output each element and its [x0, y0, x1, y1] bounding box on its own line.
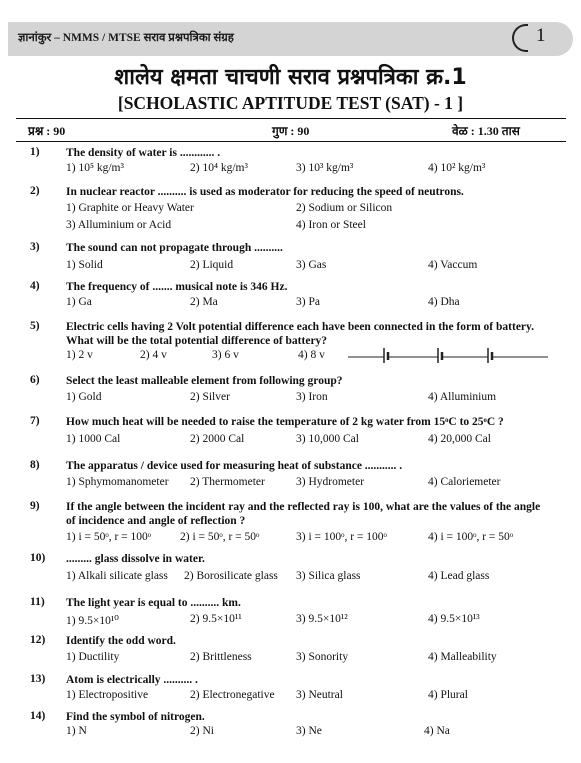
question-text: Find the symbol of nitrogen.	[66, 711, 205, 723]
option-3: 3) 6 v	[212, 349, 239, 361]
question-number: 4)	[30, 280, 40, 292]
option-1: 1) Solid	[66, 259, 103, 271]
option-1: 1) Gold	[66, 391, 102, 403]
question-text: The light year is equal to .......... km.	[66, 597, 241, 609]
option-1: 1) Sphymomanometer	[66, 476, 169, 488]
option-2: 2) Ni	[190, 725, 214, 737]
option-4: 4) Vaccum	[428, 259, 478, 271]
question-number: 10)	[30, 552, 46, 564]
option-4: 4) Na	[424, 725, 450, 737]
option-2: 2) Sodium or Silicon	[296, 202, 393, 214]
option-2: 2) Electronegative	[190, 689, 275, 701]
marks-count: गुण : 90	[272, 124, 310, 138]
option-3: 3) Sonority	[296, 651, 349, 663]
header-title: ज्ञानांकुर – NMMS / MTSE सराव प्रश्नपत्रिका संग्रह	[18, 32, 234, 44]
page-number: 1	[536, 25, 546, 46]
option-2: 2) Borosilicate glass	[184, 570, 278, 582]
option-3: 3) 10³ kg/m³	[296, 162, 354, 174]
question-text: If the angle between the incident ray and the reflected ray is 100, what are the values of the angle	[66, 501, 541, 513]
question-number: 11)	[30, 596, 45, 608]
option-3: 3) Silica glass	[296, 570, 361, 582]
paper-title-english: [SCHOLASTIC APTITUDE TEST (SAT) - 1 ]	[117, 93, 464, 113]
option-4: 4) Iron or Steel	[296, 219, 366, 231]
option-4: 4) 9.5×10¹³	[428, 613, 480, 625]
question-number: 13)	[30, 673, 46, 685]
option-3: 3) Hydrometer	[296, 476, 365, 488]
question-text: The sound can not propagate through ..........	[66, 242, 283, 254]
question-text: The frequency of ....... musical note is 346 Hz.	[66, 281, 288, 293]
question-number: 2)	[30, 185, 40, 197]
option-1: 1) Electropositive	[66, 689, 149, 701]
question-number: 12)	[30, 634, 46, 646]
question-number: 6)	[30, 374, 40, 386]
option-4: 4) Alluminium	[428, 391, 497, 403]
option-4: 4) 20,000 Cal	[428, 433, 491, 445]
option-2: 2) 2000 Cal	[190, 433, 245, 445]
question-text: How much heat will be needed to raise the temperature of 2 kg water from 15ᵒC to 25ᵒC ?	[66, 416, 504, 428]
question-number: 3)	[30, 241, 40, 253]
option-1: 1) 9.5×10¹⁰	[66, 615, 119, 627]
option-2: 2) 9.5×10¹¹	[190, 613, 242, 625]
option-3: 3) Gas	[296, 259, 327, 271]
time-allowed: वेळ : 1.30 तास	[452, 124, 520, 138]
question-number: 14)	[30, 710, 46, 722]
option-4: 4) 8 v	[298, 349, 325, 361]
battery-diagram-icon	[348, 345, 548, 363]
option-4: 4) 10² kg/m³	[428, 162, 486, 174]
option-4: 4) Malleability	[428, 651, 497, 663]
option-2: 2) i = 50ᵒ, r = 50ᵒ	[180, 531, 260, 543]
option-2: 2) 10⁴ kg/m³	[190, 162, 248, 174]
question-number: 5)	[30, 320, 40, 332]
question-number: 1)	[30, 146, 40, 158]
option-2: 2) Thermometer	[190, 476, 265, 488]
option-1: 1) Graphite or Heavy Water	[66, 202, 194, 214]
option-1: 1) Ductility	[66, 651, 120, 663]
questions-count: प्रश्न : 90	[28, 124, 66, 138]
option-2: 2) Silver	[190, 391, 230, 403]
option-3: 3) i = 100ᵒ, r = 100ᵒ	[296, 531, 387, 543]
option-3: 3) 10,000 Cal	[296, 433, 359, 445]
question-text: In nuclear reactor .......... is used as moderator for reducing the speed of neutrons.	[66, 186, 464, 198]
option-3: 3) Pa	[296, 296, 320, 308]
divider-bottom	[16, 141, 566, 142]
question-text: The density of water is ............ .	[66, 147, 221, 159]
option-3: 3) 9.5×10¹²	[296, 613, 348, 625]
divider-top	[16, 118, 566, 119]
option-4: 4) Plural	[428, 689, 468, 701]
option-1: 1) 10⁵ kg/m³	[66, 162, 124, 174]
question-text: The apparatus / device used for measuring heat of substance ........... .	[66, 460, 403, 472]
option-4: 4) Dha	[428, 296, 460, 308]
option-2: 2) Liquid	[190, 259, 234, 271]
option-2: 2) 4 v	[140, 349, 167, 361]
option-3: 3) Ne	[296, 725, 322, 737]
question-text: Identify the odd word.	[66, 635, 176, 647]
paper-title-marathi: शालेय क्षमता चाचणी सराव प्रश्नपत्रिका क्र.1	[114, 65, 467, 90]
question-text: Atom is electrically .......... .	[66, 674, 198, 686]
option-4: 4) i = 100ᵒ, r = 50ᵒ	[428, 531, 514, 543]
question-number: 9)	[30, 500, 40, 512]
option-4: 4) Caloriemeter	[428, 476, 501, 488]
option-1: 1) i = 50ᵒ, r = 100ᵒ	[66, 531, 152, 543]
question-text: Select the least malleable element from following group?	[66, 375, 343, 387]
option-1: 1) 2 v	[66, 349, 93, 361]
option-2: 2) Brittleness	[190, 651, 252, 663]
option-3: 3) Alluminium or Acid	[66, 219, 172, 231]
question-number: 8)	[30, 459, 40, 471]
option-3: 3) Iron	[296, 391, 328, 403]
option-2: 2) Ma	[190, 296, 218, 308]
option-3: 3) Neutral	[296, 689, 343, 701]
question-number: 7)	[30, 415, 40, 427]
option-1: 1) N	[66, 725, 87, 737]
option-1: 1) Ga	[66, 296, 92, 308]
option-1: 1) Alkali silicate glass	[66, 570, 168, 582]
question-text-line2: of incidence and angle of reflection ?	[66, 515, 246, 527]
question-text-line2: What will be the total potential difference of battery?	[66, 335, 328, 347]
option-4: 4) Lead glass	[428, 570, 490, 582]
question-text: ......... glass dissolve in water.	[66, 553, 205, 565]
option-1: 1) 1000 Cal	[66, 433, 121, 445]
question-text: Electric cells having 2 Volt potential difference each have been connected in the form of battery.	[66, 321, 535, 333]
